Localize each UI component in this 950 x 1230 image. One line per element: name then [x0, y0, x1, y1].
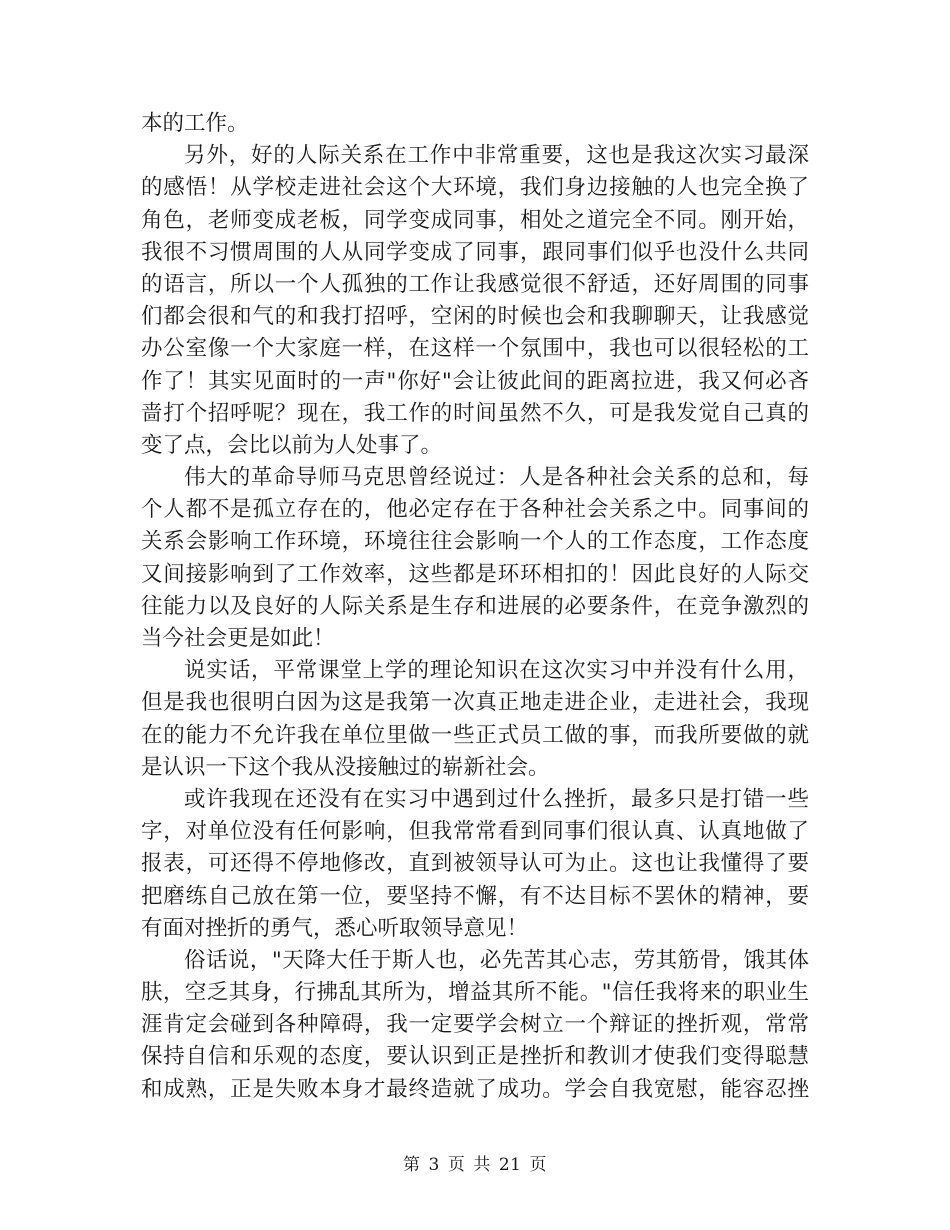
text-line: 又间接影响到了工作效率，这些都是环环相扣的！因此良好的人际交	[141, 561, 809, 587]
text-line: 关系会影响工作环境，环境往往会影响一个人的工作态度，工作态度	[141, 529, 809, 555]
paragraph-first-line: 俗话说，"天降大任于斯人也，必先苦其心志，劳其筋骨，饿其体	[184, 947, 809, 973]
text-line: 是认识一下这个我从没接触过的崭新社会。	[141, 754, 550, 780]
text-line: 办公室像一个大家庭一样，在这样一个氛围中，我也可以很轻松的工	[141, 336, 809, 362]
text-line: 但是我也很明白因为这是我第一次真正地走进企业，走进社会，我现	[141, 690, 809, 716]
text-line: 和成熟，正是失败本身才最终造就了成功。学会自我宽慰，能容忍挫	[141, 1076, 809, 1102]
document-body	[141, 108, 809, 1106]
text-line: 的语言，所以一个人孤独的工作让我感觉很不舒适，还好周围的同事	[141, 271, 809, 297]
text-line: 的感悟！从学校走进社会这个大环境，我们身边接触的人也完全换了	[141, 175, 809, 201]
text-line: 本的工作。	[141, 111, 249, 136]
text-line: 有面对挫折的勇气，悉心听取领导意见！	[141, 915, 529, 941]
page-label-mid: 页	[447, 1155, 466, 1175]
paragraph-first-line: 说实话，平常课堂上学的理论知识在这次实习中并没有什么用，	[184, 658, 809, 684]
text-line: 肤，空乏其身，行拂乱其所为，增益其所不能。"信任我将来的职业生	[141, 980, 809, 1006]
paragraph-first-line: 或许我现在还没有在实习中遇到过什么挫折，最多只是打错一些	[184, 786, 809, 812]
text-line: 涯肯定会碰到各种障碍，我一定要学会树立一个辩证的挫折观，常常	[141, 1012, 809, 1038]
paragraph-first-line: 伟大的革命导师马克思曾经说过：人是各种社会关系的总和，每	[184, 465, 809, 491]
page-label-prefix: 第	[403, 1155, 421, 1175]
page-label-suffix: 页	[529, 1155, 547, 1175]
page-number-footer	[0, 1150, 950, 1175]
paragraph-first-line: 另外，好的人际关系在工作中非常重要，这也是我这次实习最深	[184, 143, 809, 169]
text-line: 字，对单位没有任何影响，但我常常看到同事们很认真、认真地做了	[141, 819, 809, 845]
current-page-number: 3	[428, 1155, 440, 1175]
text-line: 角色，老师变成老板，同学变成同事，相处之道完全不同。刚开始，	[141, 207, 809, 233]
total-pages-number: 21	[498, 1155, 522, 1175]
total-label: 共	[473, 1155, 491, 1175]
text-line: 个人都不是孤立存在的，他必定存在于各种社会关系之中。同事间的	[141, 497, 809, 523]
text-line: 在的能力不允许我在单位里做一些正式员工做的事，而我所要做的就	[141, 722, 809, 748]
text-line: 报表，可还得不停地修改，直到被领导认可为止。这也让我懂得了要	[141, 851, 809, 877]
text-line: 保持自信和乐观的态度，要认识到正是挫折和教训才使我们变得聪慧	[141, 1044, 809, 1070]
text-line: 作了！其实见面时的一声"你好"会让彼此间的距离拉进，我又何必吝	[141, 368, 809, 394]
text-line: 变了点，会比以前为人处事了。	[141, 432, 443, 458]
text-line: 们都会很和气的和我打招呼，空闲的时候也会和我聊聊天，让我感觉	[141, 304, 809, 330]
text-line: 把磨练自己放在第一位，要坚持不懈，有不达目标不罢休的精神，要	[141, 883, 809, 909]
text-line: 啬打个招呼呢？现在，我工作的时间虽然不久，可是我发觉自己真的	[141, 400, 809, 426]
text-line: 我很不习惯周围的人从同学变成了同事，跟同事们似乎也没什么共同	[141, 239, 809, 265]
text-line: 当今社会更是如此！	[141, 626, 335, 651]
text-line: 往能力以及良好的人际关系是生存和进展的必要条件，在竞争激烈的	[141, 593, 809, 619]
